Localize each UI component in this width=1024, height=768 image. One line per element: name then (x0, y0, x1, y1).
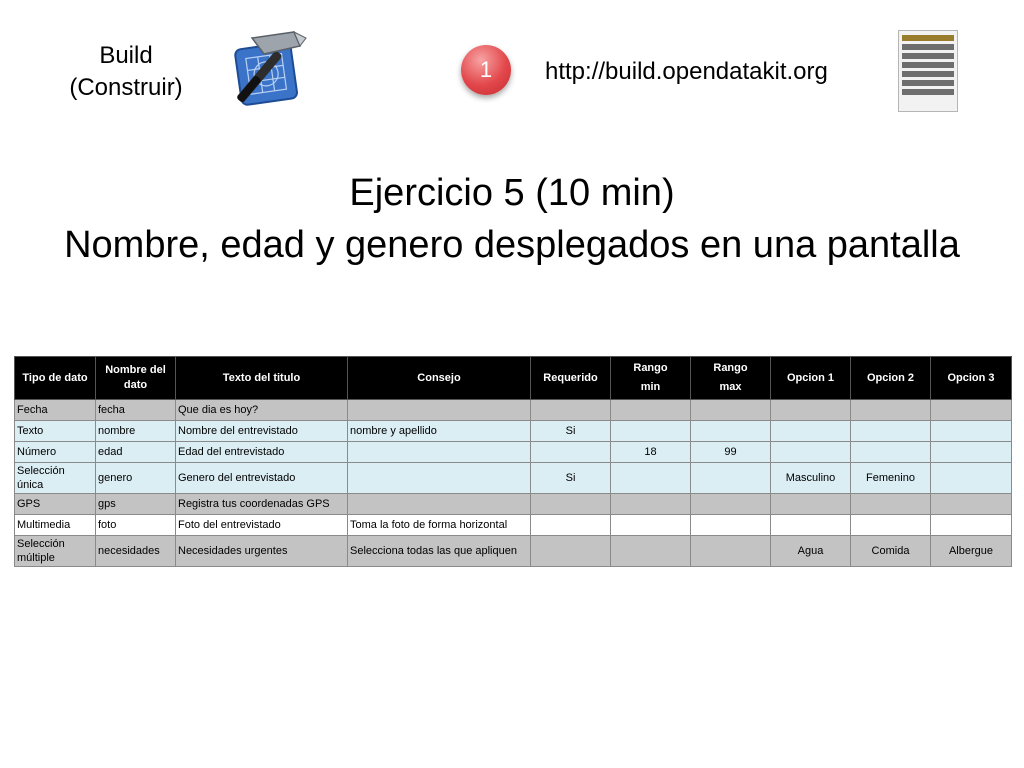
header-rango-max (691, 357, 771, 400)
cell-consejo: nombre y apellido (348, 421, 531, 442)
cell-opcion-3 (931, 400, 1012, 421)
cell-rango-min (611, 494, 691, 515)
header-rango-min-top: Rango (633, 362, 668, 374)
cell-rango-min (611, 536, 691, 567)
cell-opcion-1 (771, 421, 851, 442)
header-opcion-1: Opcion 1 (771, 357, 851, 400)
cell-opcion-2 (851, 400, 931, 421)
thumbnail-bar (902, 35, 954, 41)
cell-consejo (348, 442, 531, 463)
cell-texto: Nombre del entrevistado (176, 421, 348, 442)
thumbnail-bar (902, 89, 954, 95)
cell-nombre: edad (96, 442, 176, 463)
cell-requerido (531, 442, 611, 463)
cell-rango-max (691, 463, 771, 494)
cell-consejo: Selecciona todas las que apliquen (348, 536, 531, 567)
header-opcion-3: Opcion 3 (931, 357, 1012, 400)
cell-opcion-3 (931, 421, 1012, 442)
cell-nombre: foto (96, 515, 176, 536)
cell-opcion-1 (771, 442, 851, 463)
thumbnail-bar (902, 44, 954, 50)
cell-opcion-2: Femenino (851, 463, 931, 494)
cell-texto: Necesidades urgentes (176, 536, 348, 567)
cell-opcion-3: Albergue (931, 536, 1012, 567)
form-definition-table (14, 356, 1012, 567)
build-label-line1: Build (99, 42, 153, 69)
hammer-blueprint-icon (220, 28, 310, 112)
cell-opcion-2 (851, 515, 931, 536)
cell-rango-min: 18 (611, 442, 691, 463)
cell-rango-max: 99 (691, 442, 771, 463)
header-requerido: Requerido (531, 357, 611, 400)
table-header-row (15, 357, 1012, 400)
thumbnail-bar (902, 53, 954, 59)
cell-requerido (531, 400, 611, 421)
cell-rango-min (611, 400, 691, 421)
cell-texto: Que dia es hoy? (176, 400, 348, 421)
cell-tipo: GPS (15, 494, 96, 515)
cell-opcion-2: Comida (851, 536, 931, 567)
cell-nombre: fecha (96, 400, 176, 421)
cell-rango-min (611, 463, 691, 494)
header-consejo: Consejo (348, 357, 531, 400)
table-row (15, 442, 1012, 463)
cell-opcion-3 (931, 442, 1012, 463)
header-rango-min-bottom: min (640, 381, 661, 393)
cell-opcion-2 (851, 421, 931, 442)
thumbnail-bar (902, 80, 954, 86)
header-rango-max-bottom: max (719, 381, 742, 393)
title-line-1: Ejercicio 5 (10 min) (349, 172, 675, 214)
cell-opcion-2 (851, 442, 931, 463)
cell-opcion-3 (931, 515, 1012, 536)
table-row (15, 494, 1012, 515)
cell-requerido (531, 536, 611, 567)
table-row (15, 421, 1012, 442)
cell-tipo: Multimedia (15, 515, 96, 536)
cell-rango-max (691, 494, 771, 515)
cell-rango-min (611, 421, 691, 442)
cell-requerido (531, 515, 611, 536)
cell-texto: Edad del entrevistado (176, 442, 348, 463)
cell-opcion-1 (771, 494, 851, 515)
step-number-badge: 1 (461, 45, 511, 95)
title-line-2: Nombre, edad y genero desplegados en una pantalla (64, 224, 960, 266)
table-row (15, 400, 1012, 421)
cell-opcion-1 (771, 400, 851, 421)
thumbnail-bar (902, 62, 954, 68)
cell-rango-max (691, 536, 771, 567)
cell-rango-max (691, 515, 771, 536)
cell-texto: Genero del entrevistado (176, 463, 348, 494)
cell-rango-max (691, 400, 771, 421)
build-label (60, 40, 192, 104)
header-rango-max-top: Rango (713, 362, 748, 374)
cell-consejo (348, 400, 531, 421)
cell-tipo: Texto (15, 421, 96, 442)
build-url[interactable]: http://build.opendatakit.org (545, 58, 828, 85)
cell-texto: Registra tus coordenadas GPS (176, 494, 348, 515)
cell-nombre: necesidades (96, 536, 176, 567)
header-nombre: Nombre del dato (96, 357, 176, 400)
cell-nombre: nombre (96, 421, 176, 442)
cell-opcion-3 (931, 463, 1012, 494)
table-row (15, 463, 1012, 494)
table-row (15, 536, 1012, 567)
cell-requerido: Si (531, 463, 611, 494)
build-label-line2: (Construir) (69, 74, 183, 101)
cell-consejo: Toma la foto de forma horizontal (348, 515, 531, 536)
header-tipo: Tipo de dato (15, 357, 96, 400)
slide-title (0, 170, 1024, 274)
header-rango-min (611, 357, 691, 400)
thumbnail-bar (902, 71, 954, 77)
cell-nombre: gps (96, 494, 176, 515)
cell-consejo (348, 463, 531, 494)
cell-requerido (531, 494, 611, 515)
cell-opcion-3 (931, 494, 1012, 515)
cell-opcion-2 (851, 494, 931, 515)
cell-tipo: Fecha (15, 400, 96, 421)
cell-tipo: Número (15, 442, 96, 463)
header-texto: Texto del titulo (176, 357, 348, 400)
build-screenshot-thumbnail (898, 30, 958, 112)
cell-rango-max (691, 421, 771, 442)
cell-texto: Foto del entrevistado (176, 515, 348, 536)
table-row (15, 515, 1012, 536)
cell-tipo: Selección múltiple (15, 536, 96, 567)
cell-requerido: Si (531, 421, 611, 442)
cell-nombre: genero (96, 463, 176, 494)
cell-tipo: Selección única (15, 463, 96, 494)
cell-consejo (348, 494, 531, 515)
cell-rango-min (611, 515, 691, 536)
cell-opcion-1 (771, 515, 851, 536)
cell-opcion-1: Agua (771, 536, 851, 567)
cell-opcion-1: Masculino (771, 463, 851, 494)
header-opcion-2: Opcion 2 (851, 357, 931, 400)
